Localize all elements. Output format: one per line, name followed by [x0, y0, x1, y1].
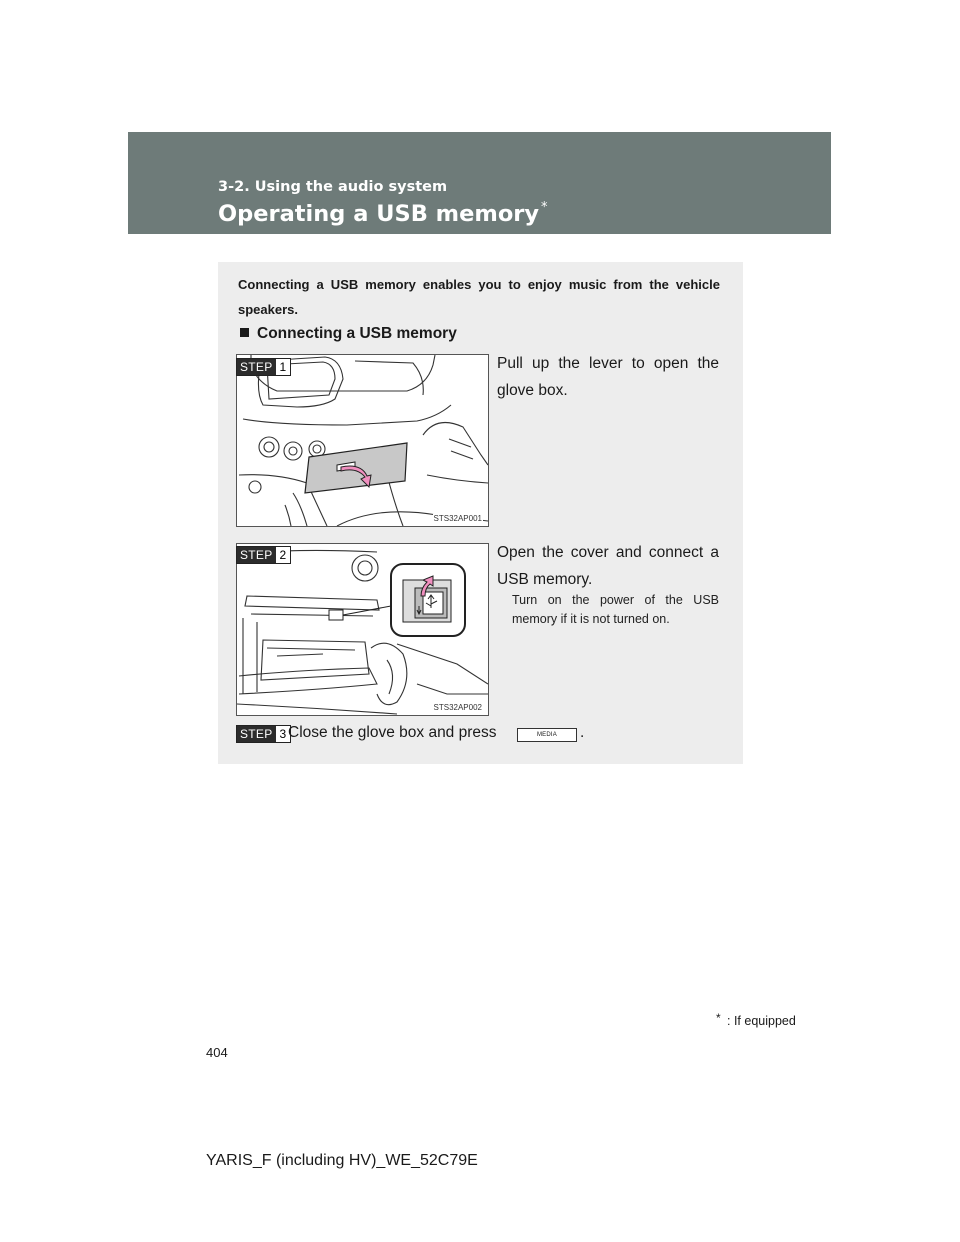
page-number: 404: [206, 1045, 228, 1060]
page-title-text: Operating a USB memory: [218, 201, 540, 227]
section-title: 3-2. Using the audio system: [218, 179, 448, 195]
page-title: [218, 200, 548, 227]
chapter-header: [128, 132, 831, 234]
step-label: STEP: [237, 547, 276, 563]
step1-badge: [236, 358, 291, 376]
figure-code: STS32AP002: [433, 703, 482, 712]
step1-text: Pull up the lever to open the glove box.: [497, 355, 719, 399]
step2-text: Open the cover and connect a USB memory.: [497, 544, 719, 588]
step2-note: Turn on the power of the USB memory if it is not turned on.: [512, 593, 719, 626]
step2-illustration: [236, 543, 489, 716]
subheading-text: Connecting a USB memory: [257, 325, 457, 342]
footnote-text: : If equipped: [727, 1014, 796, 1028]
footnote-mark: *: [716, 1011, 721, 1025]
step2-badge: [236, 546, 291, 564]
media-button-icon: MEDIA: [517, 728, 577, 742]
model-code: YARIS_F (including HV)_WE_52C79E: [206, 1152, 478, 1169]
usb-port-illustration: [237, 544, 488, 715]
glove-box-lever-illustration: [237, 355, 488, 526]
intro-text: Connecting a USB memory enables you to enjoy music from the vehicle speakers.: [238, 277, 720, 317]
step-number: 2: [276, 547, 291, 563]
step-number: 3: [276, 726, 291, 742]
step-number: 1: [276, 359, 291, 375]
figure-code: STS32AP001: [433, 514, 482, 523]
step3-badge: [236, 725, 291, 743]
step-label: STEP: [237, 359, 276, 375]
if-equipped-mark: *: [541, 200, 548, 215]
step3-text: Close the glove box and press: [288, 724, 497, 741]
step3-suffix: .: [580, 724, 585, 741]
step1-illustration: [236, 354, 489, 527]
subheading: [240, 325, 457, 343]
square-bullet-icon: [240, 328, 249, 337]
step-label: STEP: [237, 726, 276, 742]
